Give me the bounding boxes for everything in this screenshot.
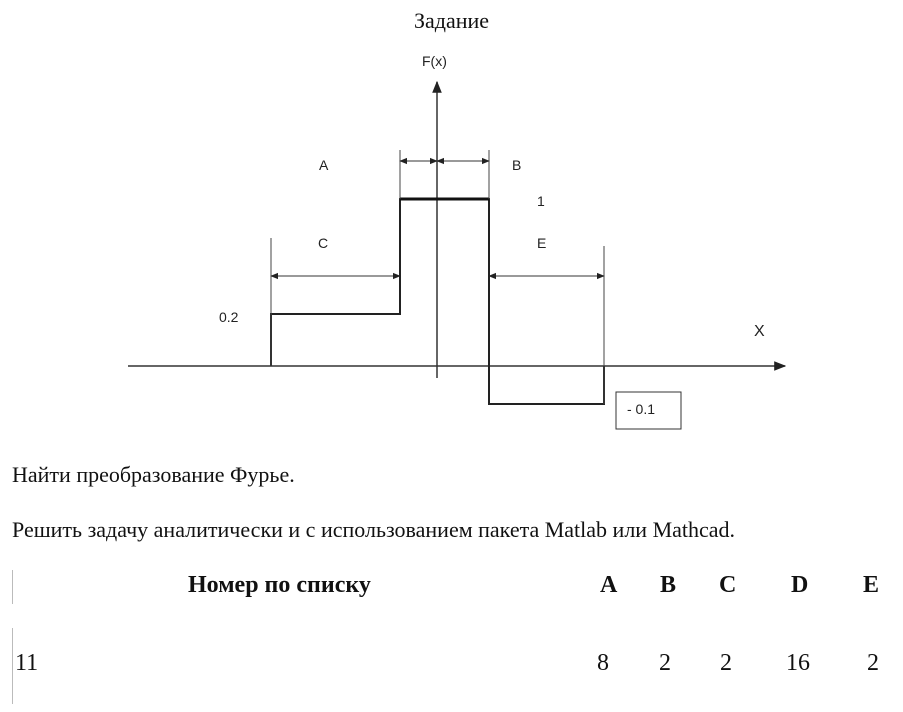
level-neg-0-1-label: - 0.1 — [627, 401, 656, 417]
level-0-2-label: 0.2 — [219, 309, 239, 325]
instruction-line-1: Найти преобразование Фурье. — [12, 462, 295, 487]
header-a: A — [600, 572, 618, 598]
page-title: Задание — [413, 8, 490, 33]
cell-d: 16 — [786, 650, 810, 676]
header-b: B — [660, 572, 677, 598]
y-axis-label: F(x) — [422, 53, 447, 69]
cell-c: 2 — [720, 650, 732, 676]
label-c: C — [318, 235, 329, 251]
table-border-bottom — [12, 628, 13, 704]
header-number: Номер по списку — [188, 572, 371, 598]
cell-e: 2 — [867, 650, 879, 676]
x-axis-label: X — [754, 323, 765, 340]
table-border-top — [12, 570, 13, 604]
header-c: C — [719, 572, 737, 598]
instruction-line-2: Решить задачу аналитически и с использованием пакета Matlab или Mathcad. — [12, 517, 736, 542]
label-b: B — [512, 157, 522, 173]
header-d: D — [791, 572, 809, 598]
label-a: A — [319, 157, 329, 173]
cell-number: 11 — [15, 650, 39, 676]
header-e: E — [863, 572, 880, 598]
cell-a: 8 — [597, 650, 609, 676]
level-1-label: 1 — [537, 193, 545, 209]
cell-b: 2 — [659, 650, 671, 676]
label-e: E — [537, 235, 547, 251]
